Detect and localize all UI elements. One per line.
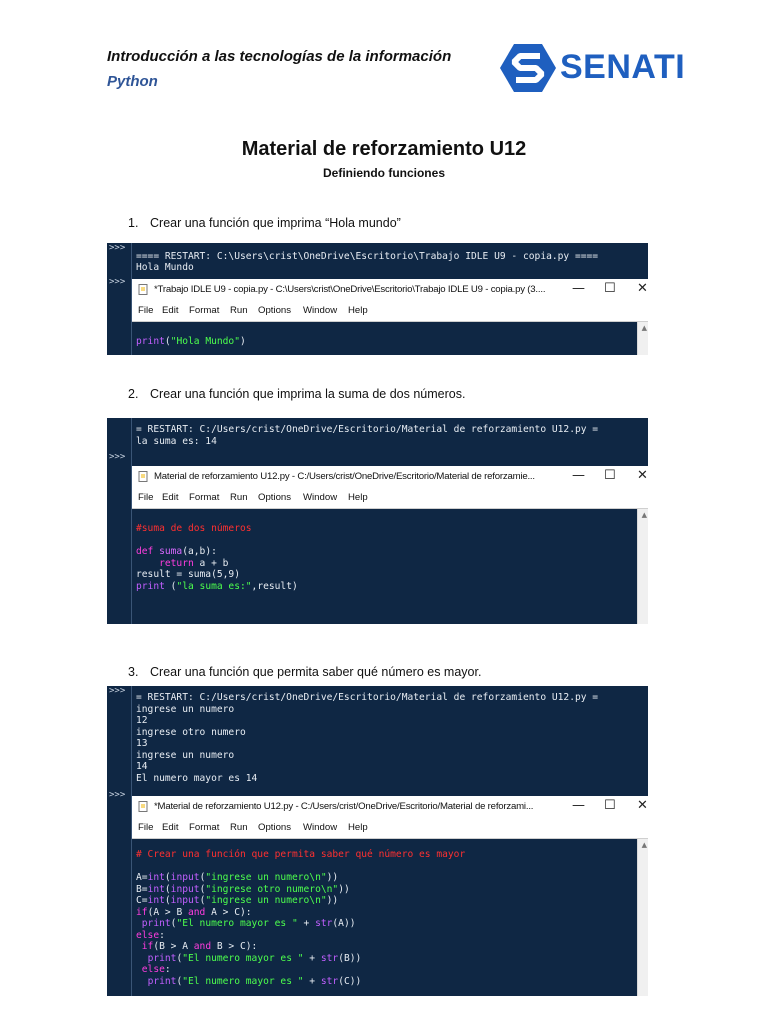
code-line xyxy=(136,546,217,557)
screenshot-hola-mundo xyxy=(107,243,648,355)
code-token: if xyxy=(141,941,154,952)
code-line xyxy=(136,581,298,592)
window-title: Material de reforzamiento U12.py - C:/Users/crist/OneDrive/Escritorio/Material de reforzamie... xyxy=(154,471,535,482)
shell-gutter xyxy=(107,686,132,996)
code-token: input xyxy=(170,872,200,883)
maximize-button[interactable]: ☐ xyxy=(604,798,616,813)
code-token: input xyxy=(170,883,200,895)
scroll-up-icon[interactable]: ▲ xyxy=(641,511,647,519)
code-token: + xyxy=(303,975,321,987)
code-token: "ingrese un numero\n" xyxy=(205,872,327,883)
code-token: print xyxy=(136,580,165,592)
code-token xyxy=(136,953,148,964)
code-line xyxy=(136,558,228,569)
shell-line: = RESTART: C:/Users/crist/OneDrive/Escritorio/Material de reforzamiento U12.py = xyxy=(136,692,599,703)
code-token: print xyxy=(147,975,177,987)
menu-format[interactable]: Format xyxy=(189,305,220,316)
code-token: (C)) xyxy=(338,975,362,987)
shell-line: la suma es: 14 xyxy=(136,436,217,447)
question-number: 2. xyxy=(128,387,139,401)
code-token: ( xyxy=(199,883,206,895)
code-token: )) xyxy=(338,883,350,895)
question-2 xyxy=(128,387,465,401)
close-button[interactable]: ✕ xyxy=(637,281,648,296)
question-text: Crear una función que imprima la suma de dos números. xyxy=(150,387,466,401)
menu-format[interactable]: Format xyxy=(189,822,220,833)
code-token: ( xyxy=(164,336,171,347)
menu-window[interactable]: Window xyxy=(303,492,338,503)
code-token: C= xyxy=(136,895,148,906)
course-title: Introducción a las tecnologías de la información xyxy=(107,48,452,65)
question-text: Crear una función que imprima “Hola mundo” xyxy=(150,216,401,230)
course-subject: Python xyxy=(107,73,158,90)
maximize-button[interactable]: ☐ xyxy=(604,468,616,483)
code-token: : xyxy=(159,929,165,941)
code-token: int xyxy=(147,872,165,883)
code-editor[interactable] xyxy=(132,839,638,996)
code-token: ( xyxy=(199,895,206,906)
shell-line: El numero mayor es 14 xyxy=(136,772,258,784)
menu-help[interactable]: Help xyxy=(348,305,368,316)
code-token: ( xyxy=(164,883,171,895)
menu-run[interactable]: Run xyxy=(230,305,248,316)
question-3 xyxy=(128,665,481,679)
code-token: input xyxy=(170,895,200,906)
menu-file[interactable]: File xyxy=(138,822,154,833)
question-number: 3. xyxy=(128,665,139,679)
window-titlebar xyxy=(132,466,648,489)
shell-output xyxy=(132,418,648,464)
code-line xyxy=(136,569,240,580)
document-title: Material de reforzamiento U12 xyxy=(241,138,527,160)
code-token: print xyxy=(136,336,165,347)
code-token: a + b xyxy=(193,557,229,569)
code-token xyxy=(136,558,159,569)
code-token: print xyxy=(147,952,177,964)
code-token: int xyxy=(147,883,165,895)
code-token: and xyxy=(193,941,212,952)
code-token: #suma de dos números xyxy=(136,523,252,534)
code-token: + xyxy=(303,952,321,964)
code-line xyxy=(136,849,465,860)
code-token: B= xyxy=(136,883,148,895)
python-file-icon xyxy=(138,471,149,482)
code-editor[interactable] xyxy=(132,509,638,624)
code-token xyxy=(136,976,148,987)
shell-line: 14 xyxy=(136,761,148,772)
code-token: "El numero mayor es " xyxy=(182,952,304,964)
menu-options[interactable]: Options xyxy=(258,492,292,503)
menu-bar xyxy=(132,301,648,322)
code-token: "ingrese otro numero\n" xyxy=(205,883,339,895)
code-token: else xyxy=(136,929,160,941)
code-token: ( xyxy=(199,872,206,883)
code-token: "El numero mayor es " xyxy=(182,975,304,987)
code-line xyxy=(136,895,338,906)
screenshot-numero-mayor xyxy=(107,686,648,996)
idle-editor-window xyxy=(132,796,648,996)
menu-format[interactable]: Format xyxy=(189,492,220,503)
code-token: str xyxy=(320,952,339,964)
minimize-button[interactable]: — xyxy=(572,468,585,483)
shell-output xyxy=(132,686,648,794)
scroll-up-icon[interactable]: ▲ xyxy=(641,841,647,849)
code-token: B > C): xyxy=(211,941,258,952)
menu-bar xyxy=(132,818,648,839)
idle-editor-window xyxy=(132,279,648,355)
shell-line: Hola Mundo xyxy=(136,262,194,273)
code-token: # Crear una función que permita saber qué número es mayor xyxy=(136,849,466,860)
code-token: if xyxy=(136,906,148,918)
code-line xyxy=(136,907,252,918)
menu-window[interactable]: Window xyxy=(303,305,338,316)
close-button[interactable]: ✕ xyxy=(637,798,648,813)
maximize-button[interactable]: ☐ xyxy=(604,281,616,296)
screenshot-suma xyxy=(107,418,648,624)
code-token: str xyxy=(315,918,333,929)
menu-edit[interactable]: Edit xyxy=(162,822,179,833)
code-token: (A)) xyxy=(332,918,356,929)
code-token: str xyxy=(320,975,339,987)
code-token: and xyxy=(188,906,206,918)
code-token: "la suma es:" xyxy=(176,580,252,592)
scroll-up-icon[interactable]: ▲ xyxy=(641,324,647,332)
code-line xyxy=(136,918,356,929)
shell-line: ingrese otro numero xyxy=(136,726,246,738)
code-line xyxy=(136,884,350,895)
menu-edit[interactable]: Edit xyxy=(162,492,179,503)
shell-line: = RESTART: C:/Users/crist/OneDrive/Escritorio/Material de reforzamiento U12.py = xyxy=(136,424,599,435)
close-button[interactable]: ✕ xyxy=(637,468,648,483)
code-token: ( xyxy=(176,952,183,964)
question-text: Crear una función que permita saber qué número es mayor. xyxy=(150,665,482,679)
shell-gutter xyxy=(107,243,132,355)
document-subtitle: Definiendo funciones xyxy=(322,166,445,180)
code-line xyxy=(136,941,257,952)
shell-line: ==== RESTART: C:\Users\crist\OneDrive\Escritorio\Trabajo IDLE U9 - copia.py ==== xyxy=(136,251,599,262)
code-token: : xyxy=(164,964,171,975)
code-token: ( xyxy=(164,580,177,592)
vertical-scrollbar[interactable] xyxy=(637,839,648,996)
menu-options[interactable]: Options xyxy=(258,822,292,833)
shell-prompt: >>> xyxy=(109,686,126,696)
code-token: )) xyxy=(326,872,339,883)
code-line xyxy=(136,930,165,941)
code-token: int xyxy=(147,895,165,906)
code-token: "Hola Mundo" xyxy=(170,336,240,347)
menu-window[interactable]: Window xyxy=(303,822,338,833)
shell-line: ingrese un numero xyxy=(136,749,235,761)
code-token: ( xyxy=(164,872,171,883)
code-token: )) xyxy=(326,895,339,906)
menu-help[interactable]: Help xyxy=(348,822,368,833)
code-token: ,result) xyxy=(251,580,298,592)
code-token: ( xyxy=(176,975,183,987)
window-title: *Material de reforzamiento U12.py - C:/Users/crist/OneDrive/Escritorio/Material de reforzami... xyxy=(154,801,534,812)
code-token: "El numero mayor es " xyxy=(176,918,298,929)
menu-file[interactable]: File xyxy=(138,492,154,503)
code-token: return xyxy=(159,557,194,569)
shell-line: ingrese un numero xyxy=(136,703,235,715)
code-token: (B)) xyxy=(338,952,362,964)
menu-help[interactable]: Help xyxy=(348,492,368,503)
window-titlebar xyxy=(132,279,648,302)
code-token: else xyxy=(141,964,165,975)
code-line xyxy=(136,523,252,534)
shell-prompt: >>> xyxy=(109,790,126,800)
shell-output xyxy=(132,243,648,277)
menu-run[interactable]: Run xyxy=(230,492,248,503)
code-token: ( xyxy=(164,895,171,906)
code-line xyxy=(136,953,361,964)
code-token: A= xyxy=(136,872,148,883)
question-1 xyxy=(128,216,401,230)
menu-file[interactable]: File xyxy=(138,305,154,316)
code-token: "ingrese un numero\n" xyxy=(205,895,327,906)
code-token: A > C): xyxy=(205,906,252,918)
shell-prompt: >>> xyxy=(109,243,126,253)
menu-options[interactable]: Options xyxy=(258,305,292,316)
code-token: print xyxy=(141,918,171,929)
shell-line: 12 xyxy=(136,715,148,726)
window-title: *Trabajo IDLE U9 - copia.py - C:\Users\crist\OneDrive\Escritorio\Trabajo IDLE U9 - copia.py (3.... xyxy=(154,284,546,295)
minimize-button[interactable]: — xyxy=(572,281,585,296)
code-token: result = suma(5,9) xyxy=(136,569,240,580)
code-line xyxy=(136,964,171,975)
code-line xyxy=(136,872,338,883)
shell-prompt: >>> xyxy=(109,277,126,287)
menu-bar xyxy=(132,488,648,509)
menu-run[interactable]: Run xyxy=(230,822,248,833)
code-token: (a,b): xyxy=(182,546,217,557)
window-titlebar xyxy=(132,796,648,819)
code-token: suma xyxy=(159,546,183,557)
code-line xyxy=(136,976,361,987)
python-file-icon xyxy=(138,801,149,812)
code-token: ( xyxy=(170,918,177,929)
minimize-button[interactable]: — xyxy=(572,798,585,813)
code-line xyxy=(136,336,246,347)
code-token: def xyxy=(136,546,160,557)
vertical-scrollbar[interactable] xyxy=(637,509,648,624)
code-token: + xyxy=(297,918,316,929)
code-token: ) xyxy=(239,336,246,347)
code-token: (A > B xyxy=(147,906,188,918)
idle-editor-window xyxy=(132,466,648,624)
shell-prompt: >>> xyxy=(109,452,126,462)
question-number: 1. xyxy=(128,216,139,230)
logo-text: SENATI xyxy=(560,48,686,86)
menu-edit[interactable]: Edit xyxy=(162,305,179,316)
shell-gutter xyxy=(107,418,132,624)
python-file-icon xyxy=(138,284,149,295)
shell-line: 13 xyxy=(136,738,148,749)
code-token: (B > A xyxy=(153,941,194,952)
code-editor[interactable] xyxy=(132,322,638,355)
